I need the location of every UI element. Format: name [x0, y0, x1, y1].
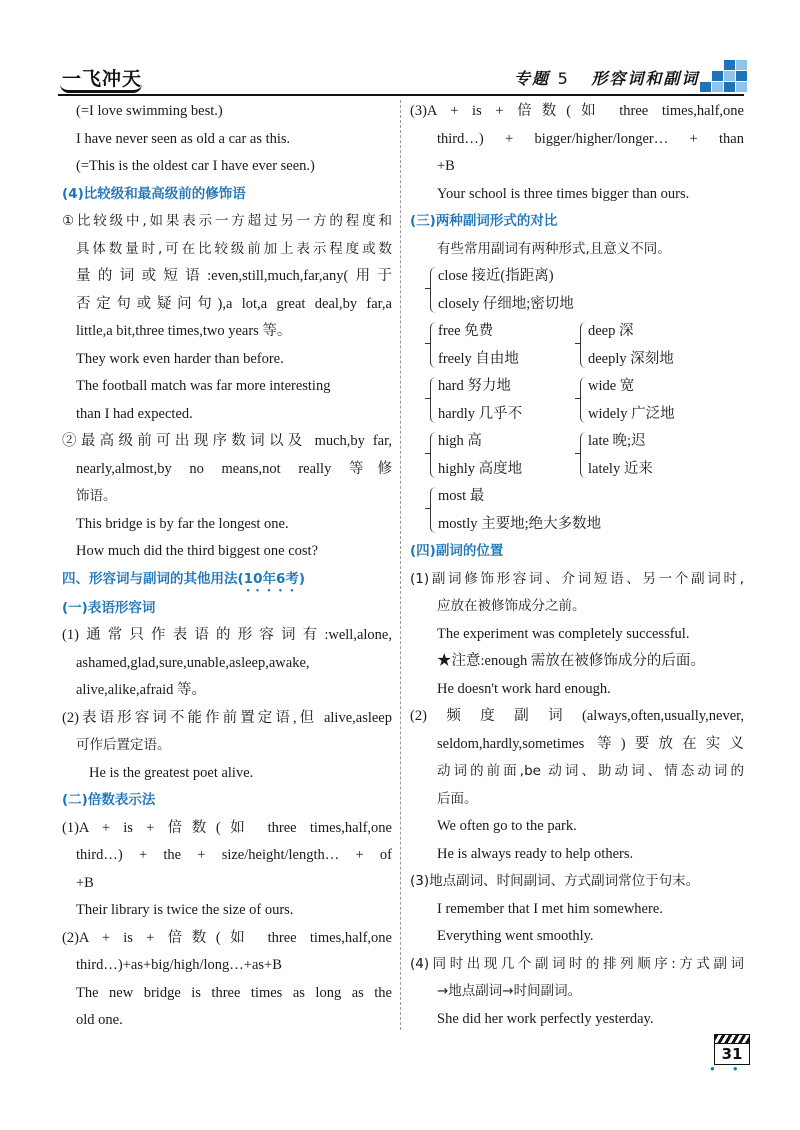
text-line: (1)A + is + 倍数(如 three times,half,one — [62, 819, 392, 836]
adverb-pair-row — [410, 263, 744, 318]
text-line: I have never seen as old a car as this. — [76, 130, 291, 147]
adverb-form: widely 广泛地 — [588, 405, 675, 422]
page-number-badge — [710, 1034, 756, 1073]
brace-icon — [430, 322, 437, 368]
adverb-form: late 晚;迟 — [588, 433, 646, 449]
adverb-form: mostly 主要地;绝大多数地 — [438, 515, 602, 532]
adverb-pair-row — [410, 483, 744, 538]
checker-decoration — [700, 60, 746, 96]
brace-icon — [580, 322, 587, 368]
text-line: +B — [76, 874, 94, 891]
text-line: third…) + the + size/height/length… + of — [76, 847, 392, 863]
text-line: 可作后置定语。 — [76, 737, 171, 753]
section-heading-close: ) — [298, 570, 306, 587]
text-line: 动词的前面,be 动词、助动词、情态动词的 — [437, 763, 744, 779]
text-line: (2)A + is + 倍数(如 three times,half,one — [62, 929, 392, 946]
adverb-form: high 高 — [438, 433, 482, 449]
example-sentence: She did her work perfectly yesterday. — [437, 1010, 654, 1027]
brace-icon — [430, 377, 437, 423]
adverb-form: closely 仔细地;密切地 — [438, 295, 574, 312]
example-sentence: Their library is twice the size of ours. — [76, 902, 294, 918]
example-sentence: Everything went smoothly. — [437, 928, 594, 944]
text-line: alive,alike,afraid 等。 — [76, 682, 207, 698]
dots-decoration: ●● — [710, 1064, 756, 1073]
text-line: (=I love swimming best.) — [76, 103, 223, 119]
text-line: 具体数量时,可在比较级前加上表示程度或数 — [76, 240, 392, 257]
example-sentence: He doesn't work hard enough. — [437, 680, 611, 697]
adverb-form: freely 自由地 — [438, 350, 519, 367]
adverb-pair-row — [410, 428, 744, 483]
brand-logo: 一飞冲天 — [62, 68, 143, 90]
text-line: (3)A + is + 倍数(如 three times,half,one — [410, 103, 744, 119]
header-rule — [58, 94, 744, 96]
adverb-pair — [438, 483, 601, 538]
text-line: (4)同时出现几个副词时的排列顺序:方式副词 — [410, 955, 744, 972]
text-line: (2)频度副词(always,often,usually,never, — [410, 708, 744, 724]
brace-icon — [430, 432, 437, 478]
right-column — [410, 98, 744, 1033]
adverb-pair — [438, 428, 522, 483]
adverb-pair — [438, 373, 522, 428]
adverb-pair — [438, 263, 574, 318]
example-sentence: The new bridge is three times as long as the — [76, 984, 392, 1001]
brace-icon — [580, 432, 587, 478]
adverb-pair-row — [410, 318, 744, 373]
adverb-form: close 接近(指距离) — [438, 268, 554, 284]
subsection-heading: (四)副词的位置 — [410, 543, 504, 559]
example-sentence: He is the greatest poet alive. — [89, 764, 254, 781]
subsection-heading: (一)表语形容词 — [62, 599, 156, 616]
example-sentence: He is always ready to help others. — [437, 845, 634, 862]
adverb-form: wide 宽 — [588, 378, 635, 394]
text-line: 饰语。 — [76, 488, 117, 504]
adverb-form: lately 近来 — [588, 460, 653, 477]
example-sentence: This bridge is by far the longest one. — [76, 515, 289, 532]
text-line: 否定句或疑问句),a lot,a great deal,by far,a — [76, 295, 392, 312]
text-line: seldom,hardly,sometimes 等)要放在实义 — [437, 735, 744, 752]
brand-swoosh-decoration — [60, 84, 142, 93]
stripes-decoration — [714, 1034, 750, 1044]
text-line: 应放在被修饰成分之前。 — [437, 598, 586, 614]
example-sentence: I remember that I met him somewhere. — [437, 900, 663, 917]
note-line: ★注意:enough 需放在被修饰成分的后面。 — [437, 653, 705, 669]
text-line: (=This is the oldest car I have ever seen.) — [76, 158, 315, 174]
text-line: (1)通常只作表语的形容词有:well,alone, — [62, 627, 392, 643]
example-sentence: We often go to the park. — [437, 818, 577, 834]
example-sentence: How much did the third biggest one cost? — [76, 543, 319, 559]
text-line: little,a bit,three times,two years 等。 — [76, 323, 292, 339]
text-line: ②最高级前可出现序数词以及 much,by far, — [62, 433, 392, 449]
brace-icon — [430, 487, 437, 533]
adverb-pair — [588, 318, 674, 373]
example-sentence: The football match was far more interesting — [76, 378, 331, 394]
adverb-form: most 最 — [438, 488, 485, 504]
example-sentence: old one. — [76, 1012, 123, 1028]
adverb-pair — [588, 428, 653, 483]
left-column — [62, 98, 392, 1035]
topic-number: 5 — [557, 69, 570, 88]
adverb-form: deeply 深刻地 — [588, 350, 674, 367]
column-divider — [400, 100, 401, 1030]
example-sentence: Your school is three times bigger than ours. — [437, 185, 690, 202]
topic-label: 专题 — [514, 69, 551, 88]
adverb-form: deep 深 — [588, 323, 634, 339]
example-sentence: The experiment was completely successful. — [437, 625, 690, 642]
subsection-heading: (二)倍数表示法 — [62, 792, 156, 808]
text-line: (2)表语形容词不能作前置定语,但 alive,asleep — [62, 709, 392, 726]
adverb-pair — [588, 373, 675, 428]
text-line: 有些常用副词有两种形式,且意义不同。 — [437, 240, 671, 257]
section-heading-text: 四、形容词与副词的其他用法( — [62, 570, 244, 587]
adverb-form: hard 努力地 — [438, 378, 511, 394]
brace-icon — [430, 267, 437, 313]
text-line: third…)+as+big/high/long…+as+B — [76, 957, 282, 973]
text-line: ①比较级中,如果表示一方超过另一方的程度和 — [62, 213, 392, 229]
adverb-pair-row — [410, 373, 744, 428]
subsection-heading: (三)两种副词形式的对比 — [410, 213, 558, 229]
text-line: nearly,almost,by no means,not really 等修 — [76, 460, 392, 477]
example-sentence: than I had expected. — [76, 405, 193, 422]
topic-heading — [514, 66, 699, 89]
text-line: third…) + bigger/higher/longer… + than — [437, 130, 744, 147]
adverb-form: free 免费 — [438, 323, 494, 339]
adverb-form: highly 高度地 — [438, 460, 523, 477]
text-line: 后面。 — [437, 790, 478, 807]
text-line: +B — [437, 158, 455, 174]
text-line: (3)地点副词、时间副词、方式副词常位于句末。 — [410, 873, 700, 889]
example-sentence: They work even harder than before. — [76, 350, 284, 367]
exam-frequency: 10年6考 — [243, 570, 299, 587]
page-header — [0, 0, 800, 100]
adverb-form: hardly 几乎不 — [438, 405, 523, 422]
page-number: 31 — [714, 1044, 750, 1065]
subsection-heading: (4)比较级和最高级前的修饰语 — [62, 185, 246, 202]
text-line: ashamed,glad,sure,unable,asleep,awake, — [76, 654, 310, 671]
section-heading — [62, 566, 392, 595]
text-line: 量的词或短语:even,still,much,far,any(用于 — [76, 268, 392, 284]
text-line: →地点副词→时间副词。 — [437, 983, 582, 999]
brace-icon — [580, 377, 587, 423]
adverb-pair — [438, 318, 519, 373]
topic-title: 形容词和副词 — [591, 69, 700, 88]
text-line: (1)副词修饰形容词、介词短语、另一个副词时, — [410, 570, 744, 587]
